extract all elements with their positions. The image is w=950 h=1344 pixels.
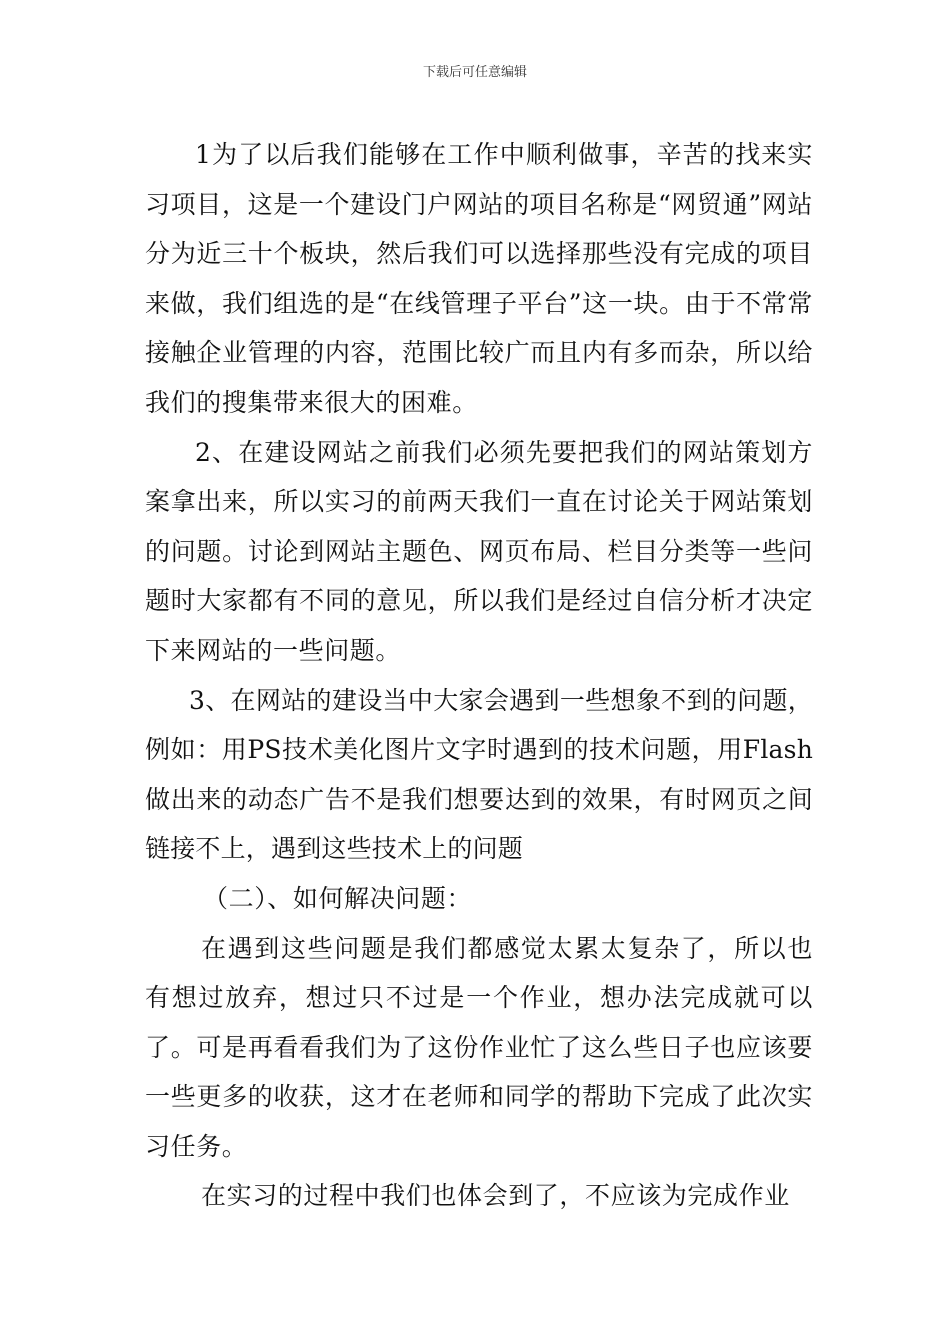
paragraph-1: 1为了以后我们能够在工作中顺利做事，辛苦的找来实习项目，这是一个建设门户网站的项目名称是“网贸通”网站分为近三十个板块，然后我们可以选择那些没有完成的项目来做，我们组选的是“在线管理子平台”这一块。由于不常常接触企业管理的内容，范围比较广而且内有多而杂，所以给我们的搜集带来很大的困难。 — [145, 140, 813, 417]
section-heading: （二）、如何解决问题： — [203, 883, 473, 913]
paragraph-5: 在实习的过程中我们也体会到了，不应该为完成作业 — [201, 1181, 790, 1211]
page-header: 下载后可任意编辑 — [422, 65, 527, 80]
paragraph-3: 3、在网站的建设当中大家会遇到一些想象不到的问题，例如：用PS技术美化图片文字时遇到的技术问题，用Flash做出来的动态广告不是我们想要达到的效果，有时网页之间链接不上，遇到这些技术上的问题 — [145, 685, 813, 864]
paragraph-4: 在遇到这些问题是我们都感觉太累太复杂了，所以也有想过放弃，想过只不过是一个作业，想办法完成就可以了。可是再看看我们为了这份作业忙了这么些日子也应该要一些更多的收获，这才在老师和同学的帮助下完成了此次实习任务。 — [145, 933, 813, 1161]
paragraph-2: 2、在建设网站之前我们必须先要把我们的网站策划方案拿出来，所以实习的前两天我们一直在讨论关于网站策划的问题。讨论到网站主题色、网页布局、栏目分类等一些问题时大家都有不同的意见，所以我们是经过自信分析才决定下来网站的一些问题。 — [145, 437, 813, 665]
document-body — [145, 130, 813, 1221]
